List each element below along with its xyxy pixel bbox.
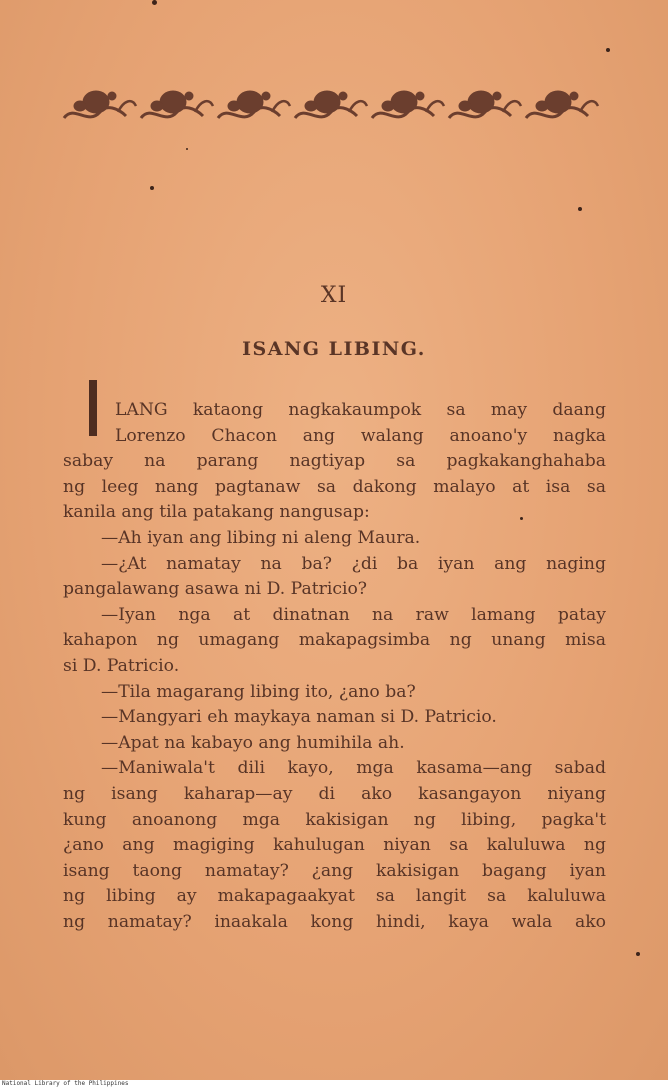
text-line: —Iyan nga at dinatnan na raw lamang patay	[101, 604, 606, 625]
paper-speck	[152, 0, 157, 5]
text-line: ng libing ay makapagaakyat sa langit sa kaluluwa	[63, 886, 606, 907]
body-text	[63, 398, 606, 935]
text-line: pangalawang asawa ni D. Patricio?	[63, 579, 368, 600]
text-line: LANG kataong nagkakaumpok sa may daang	[115, 400, 606, 420]
text-line: ng namatay? inaakala kong hindi, kaya wala ako	[63, 911, 606, 932]
ornament-motif	[64, 91, 136, 118]
library-credit: National Library of the Philippines	[2, 1080, 129, 1087]
paper-speck	[520, 517, 523, 520]
text-line: ng leeg nang pagtanaw sa dakong malayo at isa sa	[63, 476, 606, 497]
floral-vine-ornament	[60, 82, 605, 128]
text-line: kahapon ng umagang makapagsimba ng unang misa	[63, 630, 606, 651]
text-line: —Mangyari eh maykaya naman si D. Patricio.	[101, 707, 497, 728]
chapter-title: ISANG LIBING.	[242, 338, 426, 360]
text-line: —Apat na kabayo ang humihila ah.	[101, 732, 405, 753]
chapter-number: XI	[320, 283, 348, 308]
text-line: —Ah iyan ang libing ni aleng Maura.	[101, 527, 421, 548]
text-line: kung anoanong mga kakisigan ng libing, pagka't	[63, 809, 606, 830]
text-line: isang taong namatay? ¿ang kakisigan bagang iyan	[63, 860, 606, 881]
paper-speck	[578, 207, 582, 211]
paper-speck	[150, 186, 154, 190]
paper-speck	[186, 148, 188, 150]
text-line: —Tila magarang libing ito, ¿ano ba?	[101, 681, 416, 702]
paper-speck	[606, 48, 610, 52]
text-line: —Maniwala't dili kayo, mga kasama—ang sabad	[101, 758, 606, 779]
text-line: kanila ang tila patakang nangusap:	[63, 502, 370, 523]
text-line: sabay na parang nagtiyap sa pagkakanghahaba	[63, 451, 606, 472]
text-line: —¿At namatay na ba? ¿di ba iyan ang naging	[101, 553, 606, 574]
text-line: Lorenzo Chacon ang walang anoano'y nagka	[115, 425, 606, 446]
text-line: ng isang kaharap—ay di ako kasangayon niyang	[63, 783, 606, 804]
paper-speck	[636, 952, 640, 956]
text-line: si D. Patricio.	[63, 655, 180, 676]
text-line: ¿ano ang magiging kahulugan niyan sa kaluluwa ng	[63, 835, 606, 856]
